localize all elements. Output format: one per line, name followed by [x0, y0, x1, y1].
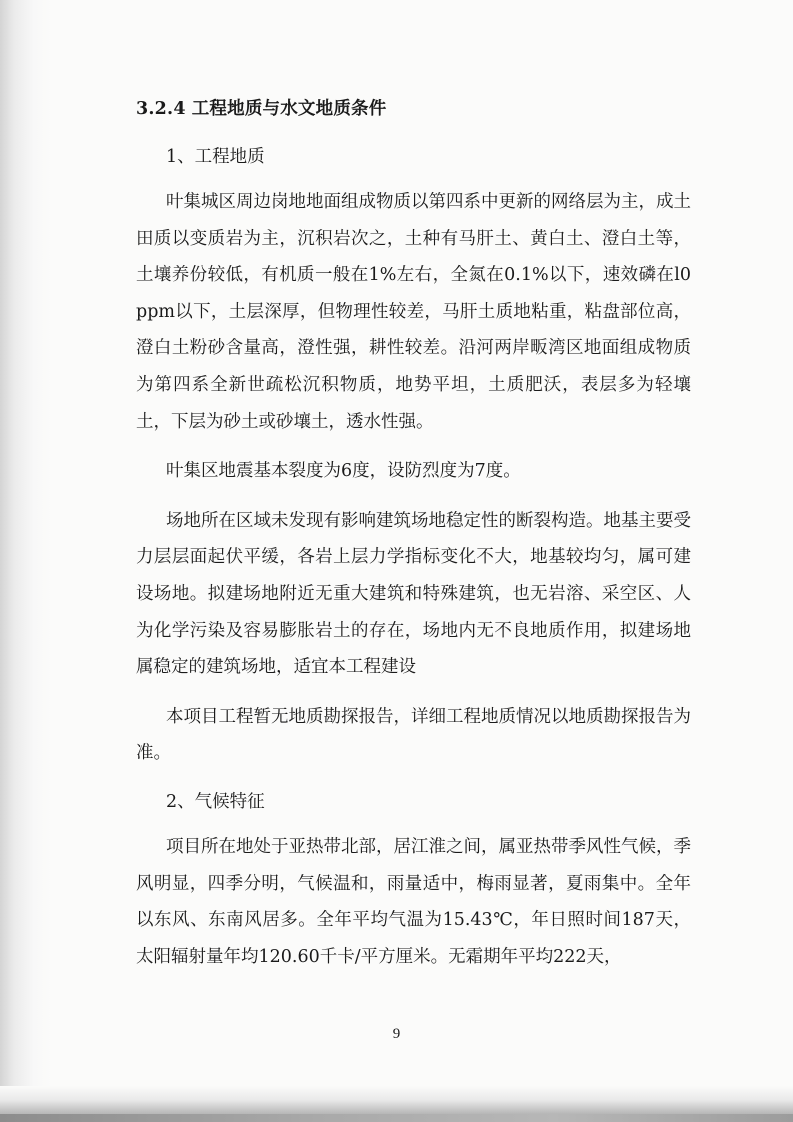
scan-left-shadow	[0, 0, 52, 1122]
subsection-heading-climate: 2、气候特征	[166, 791, 265, 812]
paragraph-seismic-intensity: 叶集区地震基本裂度为6度，设防烈度为7度。	[166, 461, 521, 482]
paragraph-soil-composition: 叶集城区周边岗地地面组成物质以第四系中更新的网络层为主，成土田质以变质岩为主，沉积岩次之，土种有马肝土、黄白土、澄白土等，土壤养份较低，有机质一般在1%左右，全氮在0.1%以下，速效磷在l0ppm以下，土层深厚，但物理性较差，马肝土质地粘重，粘盘部位高，澄白土粉砂含量高，澄性强，耕性较差。沿河两岸畈湾区地面组成物质为第四系全新世疏松沉积物质，地势平坦，土质肥沃，表层多为轻壤土，下层为砂土或砂壤土，透水性强。	[136, 192, 691, 432]
section-number: 3.2.4	[136, 99, 186, 119]
page-content	[136, 92, 691, 988]
section-heading	[136, 92, 691, 126]
paragraph-site-stability: 场地所在区域未发现有影响建筑场地稳定性的断裂构造。地基主要受力层层面起伏平缓，各岩上层力学指标变化不大，地基较均匀，属可建设场地。拟建场地附近无重大建筑和特殊建筑，也无岩溶、采空区、人为化学污染及容易膨胀岩土的存在，场地内无不良地质作用，拟建场地属稳定的建筑场地，适宜本工程建设	[136, 510, 691, 678]
page-number: 9	[392, 1026, 401, 1042]
paragraph-survey-report: 本项目工程暂无地质勘探报告，详细工程地质情况以地质勘探报告为准。	[136, 706, 691, 764]
paragraph-climate: 项目所在地处于亚热带北部，居江淮之间，属亚热带季风性气候，季风明显，四季分明，气候温和，雨量适中，梅雨显著，夏雨集中。全年以东风、东南风居多。全年平均气温为15.43℃，年日照时间187天，太阳辐射量年均120.60千卡/平方厘米。无霜期年平均222天，	[136, 836, 691, 967]
section-title: 工程地质与水文地质条件	[191, 99, 387, 119]
scan-bottom-shadow	[0, 1086, 793, 1122]
subsection-heading-geology: 1、工程地质	[166, 147, 265, 167]
